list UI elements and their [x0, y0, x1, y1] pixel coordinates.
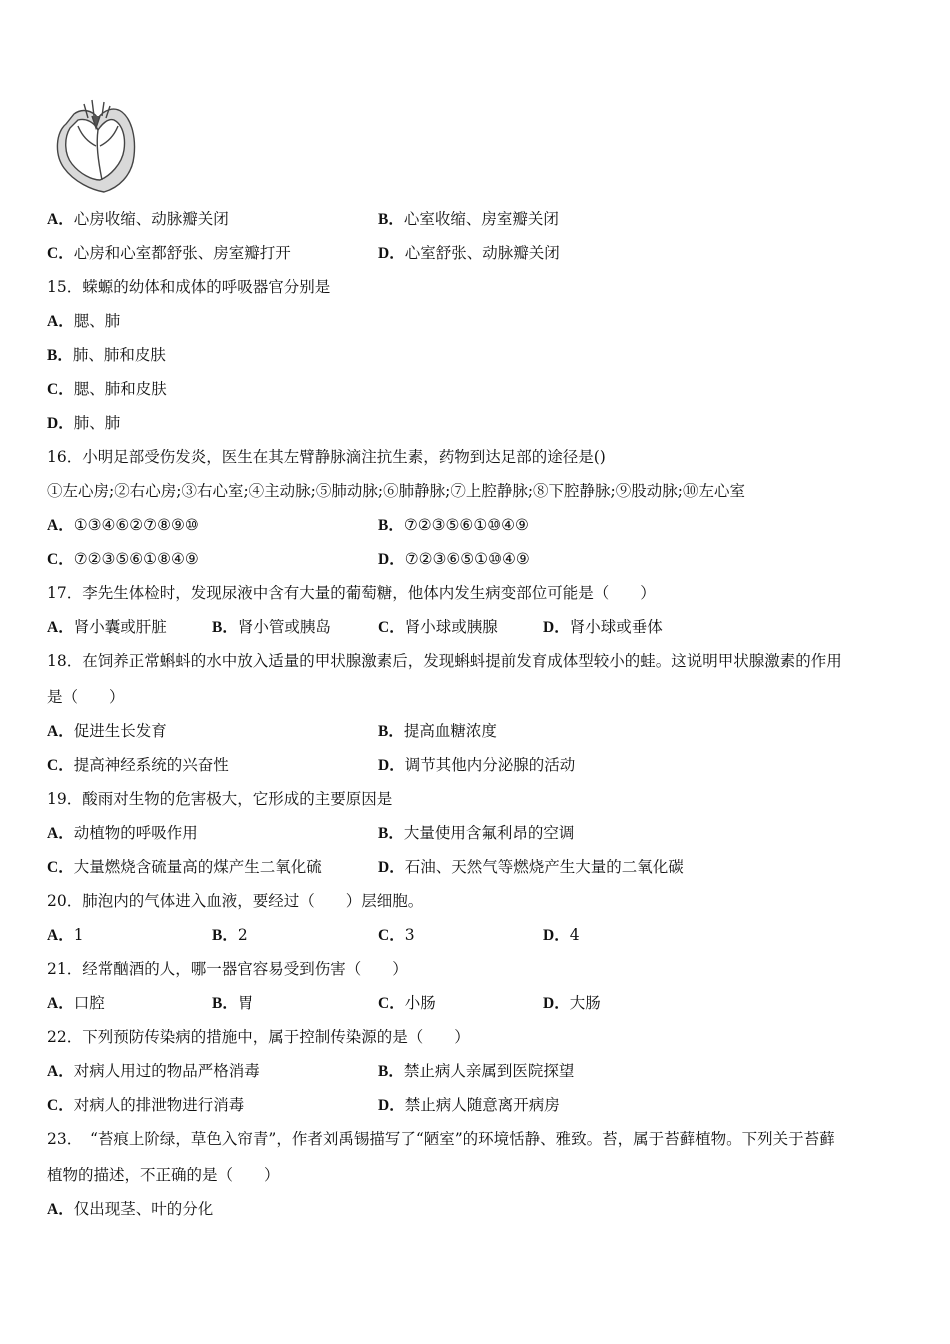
option-letter: D．: [47, 415, 74, 432]
q20-option-c[interactable]: [378, 924, 415, 946]
q19-option-c[interactable]: [47, 856, 322, 878]
heart-diagram-figure: [48, 96, 140, 194]
q16-option-a[interactable]: [47, 514, 199, 536]
option-text: ⑦②③⑤⑥①⑩④⑨: [403, 516, 529, 534]
option-letter: C．: [47, 381, 74, 398]
q14-option-d[interactable]: [378, 242, 560, 264]
option-letter: A．: [47, 1201, 74, 1218]
option-text: 肾小球或垂体: [569, 618, 663, 636]
q17-option-c[interactable]: [378, 616, 498, 638]
q22-option-c[interactable]: [47, 1094, 244, 1116]
q22-option-b[interactable]: [378, 1060, 574, 1082]
option-letter: D．: [378, 859, 405, 876]
q15-option-a[interactable]: [47, 310, 120, 332]
option-text: 胃: [237, 994, 254, 1012]
q15-option-c[interactable]: [47, 378, 167, 400]
option-letter: D．: [378, 1097, 405, 1114]
option-letter: B．: [378, 723, 404, 740]
option-letter: D．: [543, 619, 570, 636]
option-text: 4: [569, 926, 580, 944]
option-letter: C．: [378, 927, 405, 944]
q21-option-b[interactable]: [212, 992, 253, 1014]
option-letter: A．: [47, 995, 74, 1012]
q18-option-c[interactable]: [47, 754, 229, 776]
q16-stem: 16．小明足部受伤发炎，医生在其左臂静脉滴注抗生素，药物到达足部的途径是(): [47, 448, 606, 466]
option-text: 3: [404, 926, 415, 944]
q18-option-b[interactable]: [378, 720, 497, 742]
q19-option-a[interactable]: [47, 822, 198, 844]
q18-option-a[interactable]: [47, 720, 167, 742]
option-letter: A．: [47, 619, 74, 636]
option-text: 2: [237, 926, 248, 944]
option-text: 腮、肺: [73, 312, 121, 330]
option-text: 石油、天然气等燃烧产生大量的二氧化碳: [404, 858, 684, 876]
option-text: ⑦②③⑥⑤①⑩④⑨: [404, 550, 530, 568]
option-letter: A．: [47, 723, 74, 740]
q19-option-b[interactable]: [378, 822, 574, 844]
option-text: 小肠: [404, 994, 436, 1012]
option-text: 动植物的呼吸作用: [73, 824, 198, 842]
q17-option-a[interactable]: [47, 616, 167, 638]
option-text: 腮、肺和皮肤: [73, 380, 167, 398]
option-letter: B．: [378, 825, 404, 842]
q21-stem: 21．经常酗酒的人，哪一器官容易受到伤害（ ）: [47, 960, 408, 978]
option-letter: A．: [47, 517, 74, 534]
q19-option-d[interactable]: [378, 856, 684, 878]
q22-stem: 22．下列预防传染病的措施中，属于控制传染源的是（ ）: [47, 1028, 470, 1046]
option-letter: B．: [47, 347, 73, 364]
q14-option-a[interactable]: [47, 208, 229, 230]
q17-option-d[interactable]: [543, 616, 663, 638]
q16-option-d[interactable]: [378, 548, 530, 570]
option-text: 1: [73, 926, 84, 944]
option-letter: A．: [47, 211, 74, 228]
option-text: 心房收缩、动脉瓣关闭: [73, 210, 229, 228]
q18-option-d[interactable]: [378, 754, 575, 776]
q21-option-c[interactable]: [378, 992, 436, 1014]
option-text: ⑦②③⑤⑥①⑧④⑨: [73, 550, 199, 568]
option-letter: C．: [378, 619, 405, 636]
option-letter: B．: [212, 927, 238, 944]
q14-option-b[interactable]: [378, 208, 559, 230]
q15-stem: 15．蝾螈的幼体和成体的呼吸器官分别是: [47, 278, 331, 296]
q18-stem-line2: 是（ ）: [47, 688, 125, 706]
q23-option-a[interactable]: [47, 1198, 213, 1220]
option-text: 心房和心室都舒张、房室瓣打开: [73, 244, 291, 262]
option-text: 提高血糖浓度: [403, 722, 497, 740]
option-text: 禁止病人亲属到医院探望: [403, 1062, 575, 1080]
q15-option-d[interactable]: [47, 412, 120, 434]
q15-option-b[interactable]: [47, 344, 166, 366]
option-letter: D．: [543, 927, 570, 944]
option-letter: C．: [378, 995, 405, 1012]
q20-option-d[interactable]: [543, 924, 580, 946]
option-text: 禁止病人随意离开病房: [404, 1096, 560, 1114]
q23-stem-line1: 23． “苔痕上阶绿，草色入帘青”，作者刘禹锡描写了“陋室”的环境恬静、雅致。苔，属于苔藓植物。下列关于苔藓: [47, 1130, 835, 1148]
q16-list: ①左心房;②右心房;③右心室;④主动脉;⑤肺动脉;⑥肺静脉;⑦上腔静脉;⑧下腔静脉;⑨股动脉;⑩左心室: [47, 482, 746, 500]
option-letter: C．: [47, 757, 74, 774]
option-letter: C．: [47, 551, 74, 568]
q16-option-b[interactable]: [378, 514, 529, 536]
q16-option-c[interactable]: [47, 548, 199, 570]
option-letter: A．: [47, 927, 74, 944]
option-text: 大肠: [569, 994, 601, 1012]
option-letter: B．: [212, 619, 238, 636]
q22-option-d[interactable]: [378, 1094, 560, 1116]
q21-option-a[interactable]: [47, 992, 105, 1014]
q22-option-a[interactable]: [47, 1060, 260, 1082]
option-text: 口腔: [73, 994, 105, 1012]
option-text: 对病人用过的物品严格消毒: [73, 1062, 260, 1080]
option-text: 肺、肺: [73, 414, 121, 432]
q19-stem: 19．酸雨对生物的危害极大，它形成的主要原因是: [47, 790, 393, 808]
option-letter: D．: [378, 245, 405, 262]
option-text: 提高神经系统的兴奋性: [73, 756, 229, 774]
option-letter: D．: [378, 757, 405, 774]
option-letter: A．: [47, 1063, 74, 1080]
option-letter: C．: [47, 1097, 74, 1114]
option-text: 心室收缩、房室瓣关闭: [403, 210, 559, 228]
option-letter: D．: [378, 551, 405, 568]
option-text: 肾小管或胰岛: [237, 618, 331, 636]
option-text: 肾小球或胰腺: [404, 618, 498, 636]
option-text: 大量使用含氟利昂的空调: [403, 824, 575, 842]
q23-stem-line2: 植物的描述，不正确的是（ ）: [47, 1166, 280, 1184]
option-letter: C．: [47, 859, 74, 876]
q18-stem-line1: 18．在饲养正常蝌蚪的水中放入适量的甲状腺激素后，发现蝌蚪提前发育成体型较小的蛙。这说明甲状腺激素的作用: [47, 652, 842, 670]
option-text: ①③④⑥②⑦⑧⑨⑩: [73, 516, 199, 534]
q17-option-b[interactable]: [212, 616, 331, 638]
option-text: 促进生长发育: [73, 722, 167, 740]
q20-option-a[interactable]: [47, 924, 84, 946]
option-text: 肾小囊或肝脏: [73, 618, 167, 636]
q14-option-c[interactable]: [47, 242, 291, 264]
q20-option-b[interactable]: [212, 924, 248, 946]
q17-stem: 17．李先生体检时，发现尿液中含有大量的葡萄糖，他体内发生病变部位可能是（ ）: [47, 584, 656, 602]
option-text: 调节其他内分泌腺的活动: [404, 756, 576, 774]
q20-stem: 20．肺泡内的气体进入血液，要经过（ ）层细胞。: [47, 892, 424, 910]
q21-option-d[interactable]: [543, 992, 601, 1014]
option-text: 大量燃烧含硫量高的煤产生二氧化硫: [73, 858, 322, 876]
option-letter: D．: [543, 995, 570, 1012]
option-letter: B．: [378, 517, 404, 534]
option-letter: B．: [378, 211, 404, 228]
option-text: 对病人的排泄物进行消毒: [73, 1096, 245, 1114]
option-letter: A．: [47, 825, 74, 842]
option-text: 仅出现茎、叶的分化: [73, 1200, 214, 1218]
option-letter: A．: [47, 313, 74, 330]
option-letter: C．: [47, 245, 74, 262]
option-letter: B．: [378, 1063, 404, 1080]
option-letter: B．: [212, 995, 238, 1012]
option-text: 肺、肺和皮肤: [72, 346, 166, 364]
option-text: 心室舒张、动脉瓣关闭: [404, 244, 560, 262]
